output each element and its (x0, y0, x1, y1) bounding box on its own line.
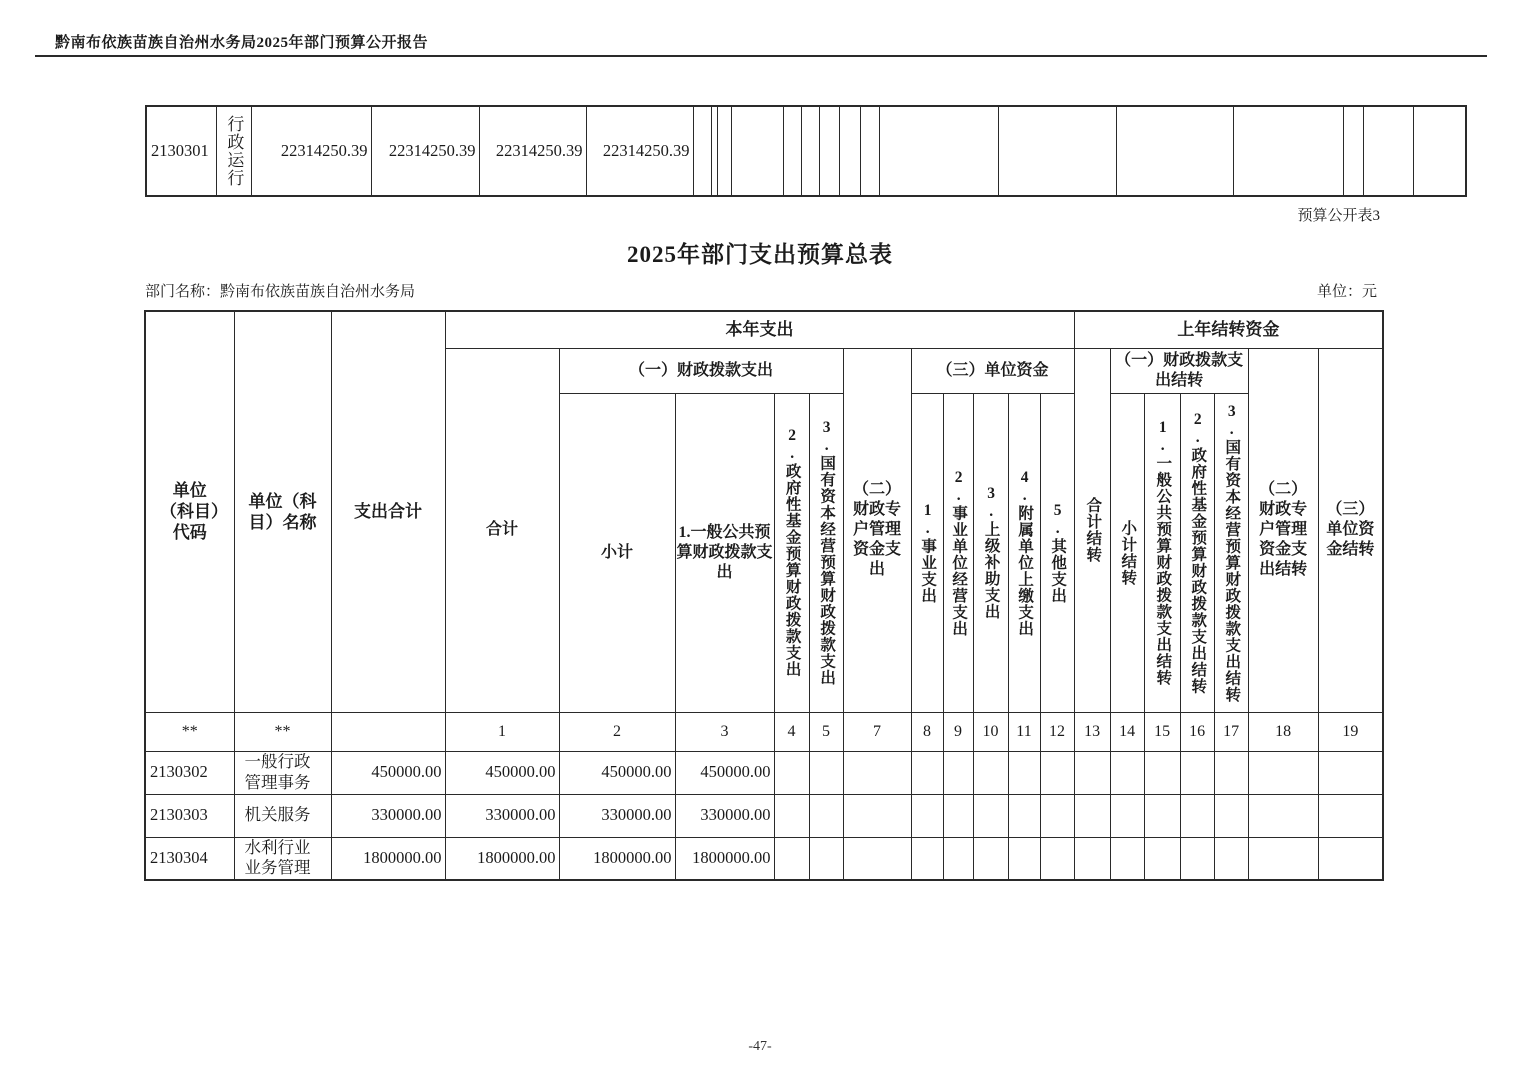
column-number-cell: ** (145, 712, 234, 751)
row-empty-cell (1040, 794, 1074, 837)
row-empty-cell (973, 794, 1008, 837)
row-value: 22314250.39 (586, 106, 693, 196)
column-number-cell: ** (234, 712, 331, 751)
row-empty-cell (693, 106, 711, 196)
row-empty-cell (1233, 106, 1343, 196)
row-empty-cell (943, 837, 973, 880)
row-empty-cell (774, 837, 809, 880)
main-table-body (145, 751, 1383, 880)
row-empty-cell (973, 751, 1008, 794)
row-value: 450000.00 (331, 751, 445, 794)
group-header-carry-fiscal: （一）财政拨款支出结转 (1110, 348, 1248, 393)
column-number-cell: 3 (675, 712, 774, 751)
row-empty-cell (1074, 837, 1110, 880)
row-empty-cell (1180, 794, 1214, 837)
row-code: 2130303 (145, 794, 234, 837)
col-header-carry-state-capital: 3.国有资本经营预算财政拨款支出结转 (1214, 393, 1248, 712)
row-empty-cell (1248, 837, 1318, 880)
col-header-unit-affiliated-upturn: 4.附属单位上缴支出 (1008, 393, 1040, 712)
column-number-cell: 7 (843, 712, 911, 751)
row-empty-cell (1008, 751, 1040, 794)
row-empty-cell (843, 751, 911, 794)
column-number-cell: 10 (973, 712, 1008, 751)
row-empty-cell (1110, 751, 1144, 794)
col-header-current-total: 合计 (445, 348, 559, 712)
col-header-carry-unit: （三）单位资金结转 (1318, 348, 1383, 712)
row-empty-cell (1144, 837, 1180, 880)
table-row (145, 794, 1383, 837)
row-code: 2130301 (146, 106, 216, 196)
row-empty-cell (717, 106, 731, 196)
row-empty-cell (1363, 106, 1413, 196)
row-empty-cell (1214, 794, 1248, 837)
row-name (216, 106, 251, 196)
table-note: 预算公开表3 (1297, 208, 1380, 224)
row-empty-cell (943, 751, 973, 794)
row-empty-cell (1116, 106, 1233, 196)
row-empty-cell (1318, 794, 1383, 837)
col-header-carry-special: （二）财政专户管理资金支出结转 (1248, 348, 1318, 712)
row-empty-cell (1413, 106, 1466, 196)
row-empty-cell (1074, 794, 1110, 837)
row-empty-cell (1180, 751, 1214, 794)
col-header-fiscal-subtotal: 小计 (559, 393, 675, 712)
row-empty-cell (801, 106, 819, 196)
column-number-cell: 12 (1040, 712, 1074, 751)
col-header-carry-general: 1.一般公共预算财政拨款支出结转 (1144, 393, 1180, 712)
row-empty-cell (1110, 794, 1144, 837)
row-empty-cell (731, 106, 783, 196)
row-value: 330000.00 (559, 794, 675, 837)
table-row (145, 751, 1383, 794)
column-number-cell: 14 (1110, 712, 1144, 751)
col-header-carry-subtotal: 小计结转 (1110, 393, 1144, 712)
row-empty-cell (1248, 794, 1318, 837)
row-empty-cell (809, 837, 843, 880)
column-number-cell: 17 (1214, 712, 1248, 751)
row-name: 机关服务 (234, 794, 331, 837)
column-number-cell: 1 (445, 712, 559, 751)
row-empty-cell (911, 794, 943, 837)
col-header-expenditure-total: 支出合计 (331, 311, 445, 712)
column-number-cell: 5 (809, 712, 843, 751)
row-empty-cell (943, 794, 973, 837)
row-value: 1800000.00 (559, 837, 675, 880)
column-number-cell: 13 (1074, 712, 1110, 751)
row-empty-cell (1040, 837, 1074, 880)
column-number-cell: 19 (1318, 712, 1383, 751)
row-value: 450000.00 (675, 751, 774, 794)
column-number-cell (331, 712, 445, 751)
row-empty-cell (1008, 794, 1040, 837)
page-title: 2025年部门支出预算总表 (627, 242, 893, 267)
row-name: 水利行业业务管理 (234, 837, 331, 880)
department-name-label: 部门名称：黔南布依族苗族自治州水务局 (145, 284, 416, 300)
group-header-unit-funds: （三）单位资金 (911, 348, 1074, 393)
col-header-unit-other: 5.其他支出 (1040, 393, 1074, 712)
column-number-cell: 8 (911, 712, 943, 751)
col-header-fiscal-general: 1.一般公共预算财政拨款支出 (675, 393, 774, 712)
table-row (146, 106, 1466, 196)
column-number-cell: 15 (1144, 712, 1180, 751)
row-value: 330000.00 (445, 794, 559, 837)
row-empty-cell (1214, 837, 1248, 880)
header-divider (35, 55, 1487, 57)
row-empty-cell (843, 837, 911, 880)
page-number: -47- (748, 1039, 772, 1054)
row-code: 2130304 (145, 837, 234, 880)
row-value: 1800000.00 (445, 837, 559, 880)
row-empty-cell (973, 837, 1008, 880)
row-code: 2130302 (145, 751, 234, 794)
col-header-carry-total: 合计结转 (1074, 348, 1110, 712)
row-empty-cell (843, 794, 911, 837)
row-empty-cell (911, 837, 943, 880)
column-number-row (145, 712, 1383, 751)
row-value: 450000.00 (445, 751, 559, 794)
column-number-cell: 16 (1180, 712, 1214, 751)
expenditure-budget-table (144, 310, 1384, 881)
row-empty-cell (911, 751, 943, 794)
row-empty-cell (1144, 751, 1180, 794)
row-empty-cell (783, 106, 801, 196)
unit-label: 单位：元 (1316, 284, 1377, 300)
row-value: 1800000.00 (675, 837, 774, 880)
row-empty-cell (1318, 751, 1383, 794)
col-header-fiscal-gov-fund: 2.政府性基金预算财政拨款支出 (774, 393, 809, 712)
col-header-unit-business: 1.事业支出 (911, 393, 943, 712)
group-header-carryover: 上年结转资金 (1074, 311, 1383, 348)
row-empty-cell (1214, 751, 1248, 794)
col-header-fiscal-state-capital: 3.国有资本经营预算财政拨款支出 (809, 393, 843, 712)
row-value: 330000.00 (331, 794, 445, 837)
column-number-cell: 9 (943, 712, 973, 751)
column-number-cell: 4 (774, 712, 809, 751)
row-empty-cell (879, 106, 998, 196)
column-number-cell: 18 (1248, 712, 1318, 751)
row-empty-cell (774, 751, 809, 794)
row-empty-cell (1343, 106, 1363, 196)
row-value: 1800000.00 (331, 837, 445, 880)
row-value: 22314250.39 (479, 106, 586, 196)
row-empty-cell (819, 106, 839, 196)
row-name: 一般行政管理事务 (234, 751, 331, 794)
col-header-special-account: （二）财政专户管理资金支出 (843, 348, 911, 712)
col-header-unit-superior-subsidy: 3.上级补助支出 (973, 393, 1008, 712)
row-empty-cell (1180, 837, 1214, 880)
row-empty-cell (1110, 837, 1144, 880)
report-header: 黔南布依族苗族自治州水务局2025年部门预算公开报告 (55, 35, 429, 51)
previous-table-fragment (145, 105, 1467, 197)
column-number-cell: 11 (1008, 712, 1040, 751)
row-empty-cell (809, 751, 843, 794)
row-empty-cell (860, 106, 879, 196)
group-header-fiscal-appropriation: （一）财政拨款支出 (559, 348, 843, 393)
row-empty-cell (1318, 837, 1383, 880)
row-empty-cell (809, 794, 843, 837)
row-empty-cell (839, 106, 860, 196)
col-header-code: 单位（科目）代码 (145, 311, 234, 712)
col-header-carry-gov-fund: 2.政府性基金预算财政拨款支出结转 (1180, 393, 1214, 712)
row-value: 330000.00 (675, 794, 774, 837)
row-value: 450000.00 (559, 751, 675, 794)
row-empty-cell (998, 106, 1116, 196)
group-header-current-year: 本年支出 (445, 311, 1074, 348)
col-header-name: 单位（科目）名称 (234, 311, 331, 712)
row-empty-cell (1248, 751, 1318, 794)
col-header-unit-operating: 2.事业单位经营支出 (943, 393, 973, 712)
row-name-vertical-text: 行政运行 (224, 115, 244, 187)
row-empty-cell (1144, 794, 1180, 837)
row-empty-cell (1008, 837, 1040, 880)
row-empty-cell (1074, 751, 1110, 794)
column-number-cell: 2 (559, 712, 675, 751)
row-value: 22314250.39 (251, 106, 371, 196)
row-empty-cell (1040, 751, 1074, 794)
table-row (145, 837, 1383, 880)
row-empty-cell (774, 794, 809, 837)
row-value: 22314250.39 (371, 106, 479, 196)
header-group-row-1 (145, 311, 1383, 348)
